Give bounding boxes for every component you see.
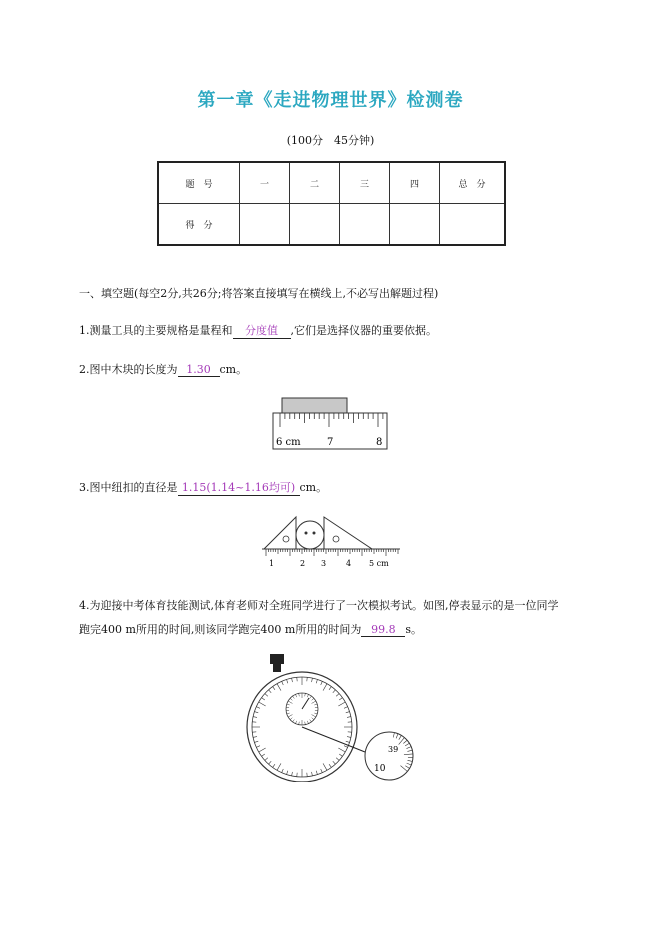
ruler-label-6: 6 cm [276,437,301,448]
score-cell[interactable] [440,204,506,246]
ruler-label-4: 4 [346,559,352,568]
q1-suffix: ,它们是选择仪器的重要依据。 [290,324,437,337]
row-label-cell: 得 分 [158,204,240,246]
question-1 [79,322,437,339]
q1-answer: 分度值 [233,322,291,339]
left-set-square [264,517,296,549]
section-heading: 一、填空题(每空2分,共26分;将答案直接填写在横线上,不必写出解题过程) [79,287,439,300]
q3-answer: 1.15(1.14~1.16均可) [178,479,300,496]
page-title: 第一章《走进物理世界》检测卷 [197,90,464,111]
stopwatch-stem [273,664,281,672]
ruler-label-1: 1 [269,559,275,568]
q4-answer: 99.8 [361,623,405,637]
header-cell: 一 [240,162,290,204]
zoom-label-10: 10 [374,764,386,774]
score-cell[interactable] [240,204,290,246]
wooden-block [282,398,347,413]
question-2 [79,361,247,377]
q3-suffix: cm。 [299,481,328,494]
button-hole [313,532,316,535]
stopwatch-crown [270,654,284,664]
q2-suffix: cm。 [219,363,248,376]
ruler-label-5cm: 5 cm [369,559,389,568]
question-4-line-1: 4.为迎接中考体育技能测试,体育老师对全班同学进行了一次模拟考试。如图,停表显示的是一位同学 [79,599,559,612]
question-3 [79,479,327,496]
button-hole [305,532,308,535]
button-measure-figure [262,513,402,573]
ruler-ticks [266,549,398,556]
ruler-label-7: 7 [327,437,334,448]
header-cell: 总 分 [440,162,506,204]
page-subtitle: (100分 45分钟) [286,134,375,147]
q2-answer: 1.30 [178,363,220,377]
ruler-label-3: 3 [321,559,327,568]
score-table-header-row [158,162,505,204]
q4-prefix: 跑完400 m所用的时间,则该同学跑完400 m所用的时间为 [79,623,362,636]
q1-prefix: 1.测量工具的主要规格是量程和 [79,324,233,337]
button-circle [296,521,324,549]
header-cell: 二 [290,162,340,204]
score-cell[interactable] [290,204,340,246]
ruler-label-2: 2 [300,559,306,568]
ruler-block-figure [272,396,390,451]
ruler-label-8: 8 [376,437,383,448]
header-cell: 三 [340,162,390,204]
q2-prefix: 2.图中木块的长度为 [79,363,178,376]
header-cell: 四 [390,162,440,204]
score-table-score-row [158,204,505,246]
score-cell[interactable] [340,204,390,246]
q4-suffix: s。 [405,623,422,636]
zoom-label-39: 39 [388,745,399,754]
question-4-line-2 [79,621,422,637]
zoom-circle [365,732,413,780]
score-table [157,161,506,246]
stopwatch-figure [245,652,417,782]
header-cell: 题 号 [158,162,240,204]
score-cell[interactable] [390,204,440,246]
right-set-square [324,517,372,549]
q3-prefix: 3.图中纽扣的直径是 [79,481,178,494]
